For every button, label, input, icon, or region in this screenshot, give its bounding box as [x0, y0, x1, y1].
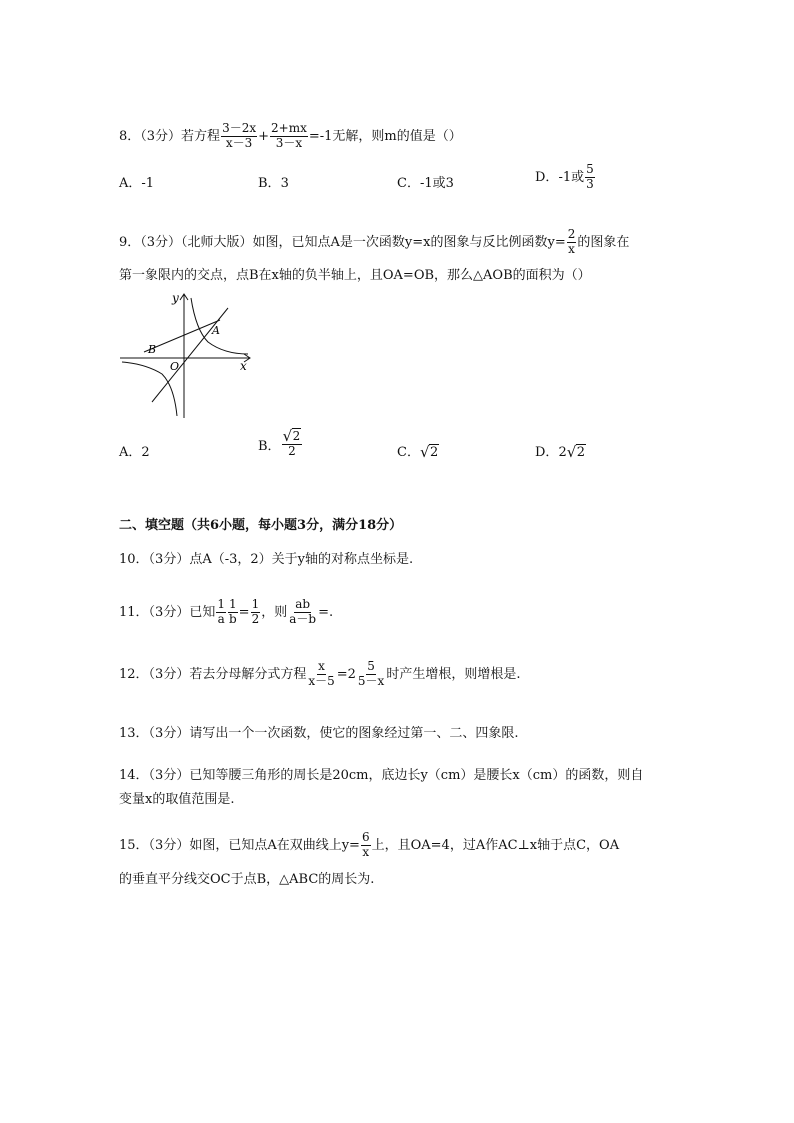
q11-f3-num: 1 — [251, 597, 260, 611]
q9-option-c-radicand: 2 — [429, 445, 439, 460]
q11-mid: ，则 — [261, 604, 288, 620]
q12-post: 时产生增根，则增根是. — [386, 666, 521, 682]
hyperbola-branch-3 — [122, 360, 180, 416]
q8-option-b-label: B． — [258, 176, 281, 191]
q9-option-b-fraction — [282, 427, 303, 459]
q11-f1-num: 1 — [217, 597, 225, 611]
question-15-line-2: 的垂直平分线交OC于点B，△ABC的周长为. — [119, 872, 375, 887]
q8-option-d-fraction — [585, 163, 595, 192]
q9-option-b-num — [282, 427, 303, 445]
q9-option-c — [397, 441, 439, 460]
q11-fraction-1 — [216, 598, 226, 627]
q9-option-a — [119, 441, 150, 460]
q11-eq: = — [238, 604, 250, 620]
q12-mid: =2 — [336, 666, 356, 682]
label-x: x — [240, 359, 247, 373]
q8-option-c-label: C． — [397, 176, 420, 191]
q12-pre: 若去分母解分式方程 — [189, 666, 307, 682]
q8-option-d-num: 5 — [586, 162, 594, 176]
q9-option-b-den: 2 — [288, 443, 296, 458]
q9-option-d — [535, 441, 586, 460]
q11-number: 11．（3分） — [119, 604, 190, 620]
q15-post: 上，且OA=4，过A作AC⊥x轴于点C，OA — [371, 837, 620, 853]
q8-fraction-1 — [221, 122, 257, 151]
q15-frac-num: 6 — [361, 830, 370, 844]
q8-option-d-text: -1或 — [558, 169, 585, 185]
q11-f4-den: a－b — [289, 611, 317, 626]
q8-option-d-den: 3 — [586, 176, 594, 191]
q8-post: =-1无解，则m的值是（） — [308, 128, 462, 144]
q9-line1-pre: （北师大版）如图，已知点A是一次函数y=x的图象与反比例函数y= — [181, 234, 566, 250]
q9-option-b-radicand: 2 — [292, 429, 301, 443]
q9-option-b-label: B． — [258, 438, 281, 454]
question-15-line-1 — [119, 831, 619, 860]
q11-fraction-3 — [251, 598, 261, 627]
q8-frac2-num: 2+mx — [271, 121, 307, 135]
q15-number: 15．（3分） — [119, 837, 190, 853]
q12-fraction-1 — [307, 660, 335, 689]
q11-post: =. — [318, 604, 334, 620]
label-o: O — [170, 360, 180, 373]
q12-fraction-2 — [357, 660, 385, 689]
q8-option-b — [258, 172, 289, 191]
label-y: y — [172, 291, 179, 305]
question-10: 10．（3分）点A（-3，2）关于y轴的对称点坐标是. — [119, 552, 414, 567]
q9-graph-figure — [116, 290, 256, 420]
q9-frac-num: 2 — [567, 227, 576, 241]
q12-number: 12．（3分） — [119, 666, 190, 682]
q11-pre: 已知 — [189, 604, 216, 620]
sqrt-icon: √ 2 — [419, 443, 439, 461]
q12-f1-den: x－5 — [308, 673, 335, 688]
q9-option-d-coef: 2 — [558, 445, 567, 460]
label-b: B — [148, 343, 157, 356]
q8-frac1-den: x－3 — [225, 135, 253, 150]
q12-f2-num: 5 — [367, 659, 375, 673]
q8-fraction-2 — [270, 122, 308, 151]
q8-option-c — [397, 172, 454, 191]
q8-frac1-num: 3－2x — [222, 121, 257, 135]
section-2-title: 二、填空题（共6小题，每小题3分，满分18分） — [119, 518, 403, 533]
q9-frac-den: x — [568, 241, 575, 256]
q9-option-a-label: A． — [119, 445, 142, 460]
q8-option-d-label: D． — [535, 169, 559, 185]
q11-f2-num: 1 — [229, 597, 237, 611]
sqrt-icon: √ 2 — [282, 427, 301, 445]
q8-frac2-den: 3－x — [275, 135, 303, 150]
q12-f2-den: 5－x — [357, 673, 385, 688]
question-11 — [119, 598, 333, 627]
q11-fraction-2 — [228, 598, 238, 627]
q15-pre: 如图，已知点A在双曲线上y= — [189, 837, 360, 853]
sqrt-icon: √ 2 — [566, 443, 585, 461]
q8-option-b-text: 3 — [280, 176, 289, 191]
q11-f4-num: ab — [295, 597, 311, 611]
q9-option-a-text: 2 — [141, 445, 150, 460]
q11-fraction-4 — [288, 598, 317, 627]
q8-option-a-label: A． — [119, 176, 142, 191]
q8-option-c-text: -1或3 — [419, 176, 454, 191]
question-12 — [119, 660, 520, 689]
q12-f1-num: x — [318, 659, 325, 673]
question-8 — [119, 122, 462, 151]
q8-option-a — [119, 172, 154, 191]
q9-line1-post: 的图象在 — [577, 234, 630, 250]
q9-option-b — [258, 427, 303, 459]
q9-option-d-label: D． — [535, 445, 559, 460]
q8-option-d — [535, 163, 596, 192]
question-14-line-2: 变量x的取值范围是. — [119, 792, 235, 807]
q9-number: 9．（3分） — [119, 234, 182, 250]
q15-frac-den: x — [362, 844, 370, 859]
q15-fraction — [361, 831, 371, 860]
question-9-line-1 — [119, 228, 629, 257]
q9-option-c-label: C． — [397, 445, 420, 460]
question-14-line-1: 14．（3分）已知等腰三角形的周长是20cm，底边长y（cm）是腰长x（cm）的函数，则自 — [119, 768, 644, 783]
question-9-line-2: 第一象限内的交点，点B在x轴的负半轴上，且OA=OB，那么△AOB的面积为（） — [119, 268, 591, 283]
q9-option-d-radicand: 2 — [576, 445, 585, 460]
line-y-equals-x — [152, 308, 228, 402]
label-a: A — [212, 324, 220, 337]
q11-f1-den: a — [217, 611, 225, 626]
q11-f3-den: 2 — [251, 611, 260, 626]
q9-fraction — [567, 228, 577, 257]
q11-f2-den: b — [228, 611, 237, 626]
q8-plus: + — [258, 128, 270, 144]
q8-pre: 若方程 — [181, 128, 221, 144]
q8-number: 8．（3分） — [119, 128, 182, 144]
question-13: 13．（3分）请写出一个一次函数，使它的图象经过第一、二、四象限. — [119, 726, 519, 741]
q8-option-a-text: -1 — [141, 176, 155, 191]
